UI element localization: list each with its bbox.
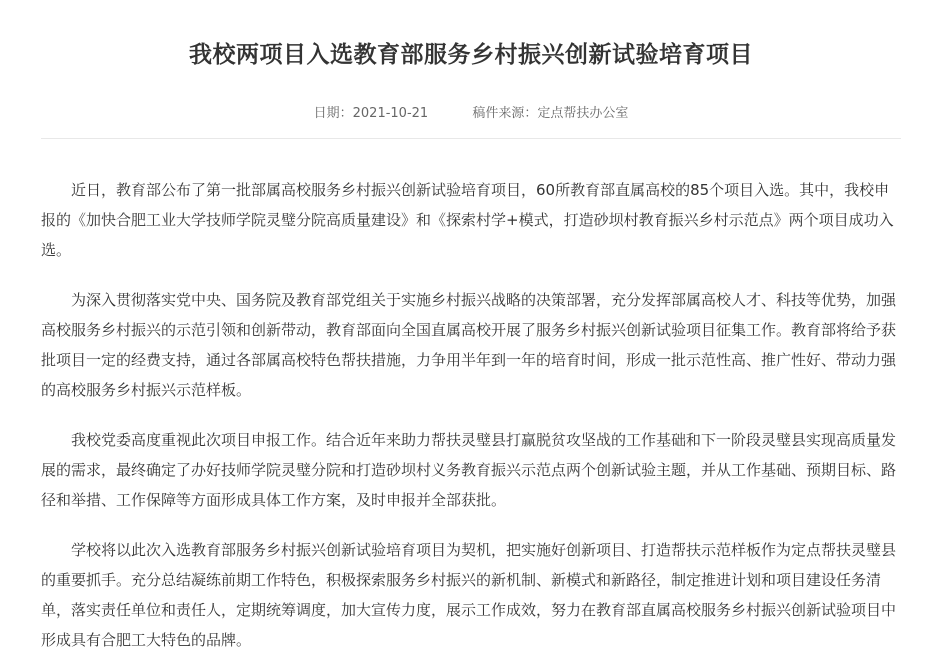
article-meta [41, 104, 901, 124]
source-label: 稿件来源： [472, 106, 538, 121]
date-label: 日期： [313, 106, 353, 121]
article-title: 我校两项目入选教育部服务乡村振兴创新试验培育项目 [189, 42, 753, 68]
paragraph-2: 为深入贯彻落实党中央、国务院及教育部党组关于实施乡村振兴战略的决策部署，充分发挥部属高校人才、科技等优势，加强高校服务乡村振兴的示范引领和创新带动，教育部面向全国直属高校开展了服务乡村振兴创新试验项目征集工作。教育部将给予获批项目一定的经费支持，通过各部属高校特色帮扶措施，力争用半年到一年的培育时间，形成一批示范性高、推广性好、带动力强的高校服务乡村振兴示范样板。 [41, 291, 897, 399]
paragraph-4: 学校将以此次入选教育部服务乡村振兴创新试验培育项目为契机，把实施好创新项目、打造帮扶示范样板作为定点帮扶灵璧县的重要抓手。充分总结凝练前期工作特色，积极探索服务乡村振兴的新机制、新模式和新路径，制定推进计划和项目建设任务清单，落实责任单位和责任人，定期统筹调度，加大宣传力度，展示工作成效，努力在教育部直属高校服务乡村振兴创新试验项目中形成具有合肥工大特色的品牌。 [41, 541, 897, 649]
article-body [41, 175, 901, 655]
paragraph-3: 我校党委高度重视此次项目申报工作。结合近年来助力帮扶灵璧县打赢脱贫攻坚战的工作基础和下一阶段灵璧县实现高质量发展的需求，最终确定了办好技师学院灵璧分院和打造砂坝村义务教育振兴示范点两个创新试验主题，并从工作基础、预期目标、路径和举措、工作保障等方面形成具体工作方案，及时申报并全部获批。 [41, 431, 897, 509]
paragraph-1: 近日，教育部公布了第一批部属高校服务乡村振兴创新试验培育项目，60所教育部直属高校的85个项目入选。其中，我校申报的《加快合肥工业大学技师学院灵璧分院高质量建设》和《探索村学+模式，打造砂坝村教育振兴乡村示范点》两个项目成功入选。 [41, 181, 894, 259]
date-value: 2021-10-21 [352, 106, 429, 121]
meta-divider [41, 138, 901, 139]
source-value: 定点帮扶办公室 [537, 106, 629, 121]
article-source [472, 104, 628, 124]
article-date [314, 104, 429, 124]
